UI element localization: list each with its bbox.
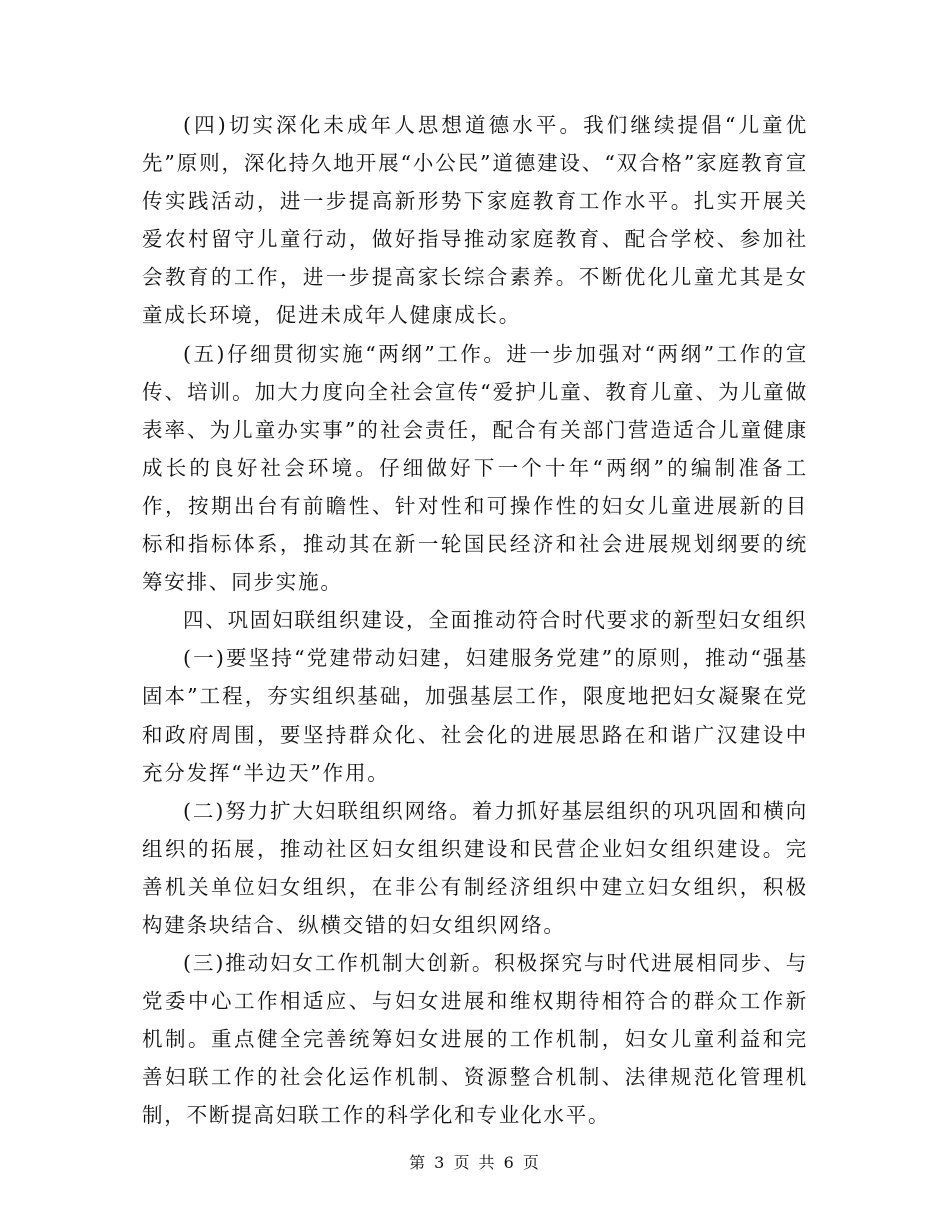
paragraph-3: (一)要坚持“党建带动妇建，妇建服务党建”的原则，推动“强基固本”工程，夯实组织基础，加强基层工作，限度地把妇女凝聚在党和政府周围，要坚持群众化、社会化的进展思路在和谐广汉建设中充分发挥“半边天”作用。 — [142, 646, 808, 785]
paragraph-2: (五)仔细贯彻实施“两纲”工作。进一步加强对“两纲”工作的宣传、培训。加大力度向全社会宣传“爱护儿童、教育儿童、为儿童做表率、为儿童办实事”的社会责任，配合有关部门营造适合儿童健康成长的良好社会环境。仔细做好下一个十年“两纲”的编制准备工作，按期出台有前瞻性、针对性和可操作性的妇女儿童进展新的目标和指标体系，推动其在新一轮国民经济和社会进展规划纲要的统筹安排、同步实施。 — [142, 341, 808, 595]
section-heading: 四、巩固妇联组织建设，全面推动符合时代要求的新型妇女组织 — [183, 608, 808, 633]
paragraph-4: (二)努力扩大妇联组织网络。着力抓好基层组织的巩巩固和横向组织的拓展，推动社区妇女组织建设和民营企业妇女组织建设。完善机关单位妇女组织，在非公有制经济组织中建立妇女组织，积极构建条块结合、纵横交错的妇女组织网络。 — [142, 798, 808, 937]
page-number-footer: 第 3 页 共 6 页 — [409, 1153, 541, 1172]
document-body — [142, 106, 808, 1135]
paragraph-1: (四)切实深化未成年人思想道德水平。我们继续提倡“儿童优先”原则，深化持久地开展“小公民”道德建设、“双合格”家庭教育宣传实践活动，进一步提高新形势下家庭教育工作水平。扎实开展关爱农村留守儿童行动，做好指导推动家庭教育、配合学校、参加社会教育的工作，进一步提高家长综合素养。不断优化儿童尤其是女童成长环境，促进未成年人健康成长。 — [142, 113, 808, 328]
paragraph-5: (三)推动妇女工作机制大创新。积极探究与时代进展相同步、与党委中心工作相适应、与妇女进展和维权期待相符合的群众工作新机制。重点健全完善统筹妇女进展的工作机制，妇女儿童利益和完善妇联工作的社会化运作机制、资源整合机制、法律规范化管理机制，不断提高妇联工作的科学化和专业化水平。 — [142, 951, 808, 1128]
